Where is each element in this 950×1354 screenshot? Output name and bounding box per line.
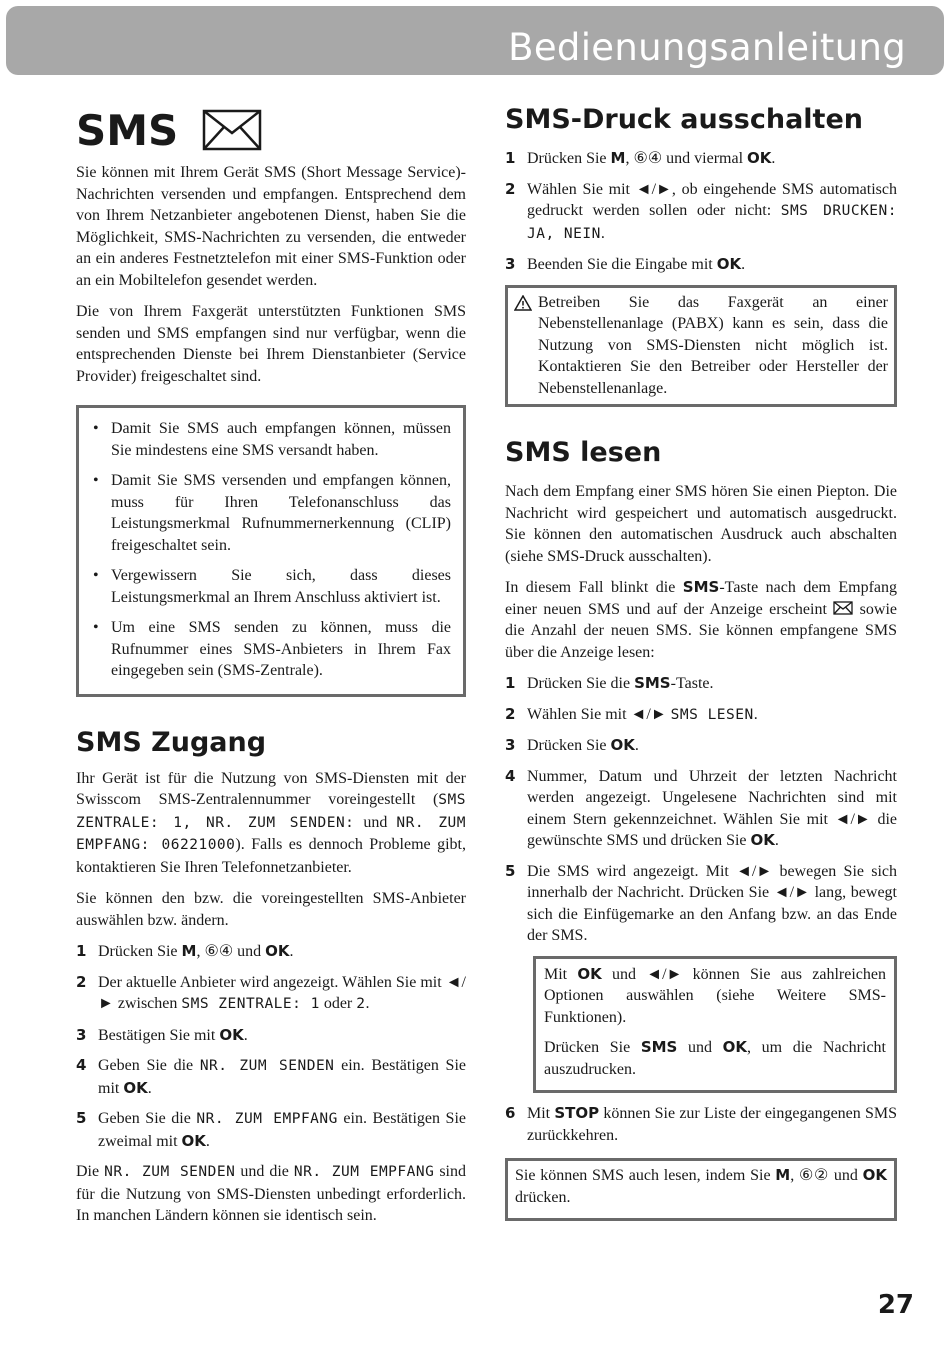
warning-text: Betreiben Sie das Faxgerät an einer Nebenstellenanlage (PABX) kann es sein, dass die Nutzung von SMS-Diensten nicht möglich ist. Kontaktieren Sie den Betreiber oder Hersteller der Nebenstellenanlage.: [538, 293, 888, 397]
step-item: 1 Drücken Sie M, ⑥④ und viermal OK.: [505, 149, 776, 167]
sms-note: • Damit Sie SMS auch empfangen können, müssen Sie mindestens eine SMS versandt haben.: [89, 418, 451, 461]
page-number: 27: [877, 1290, 914, 1320]
lesen-paragraph-1: Nach dem Empfang einer SMS hören Sie einen Piepton. Die Nachricht wird gespeichert und automatisch ausgedruckt. Sie können den automatischen Ausdruck auch abschalten (siehe SMS-Druck ausschalten).: [505, 483, 897, 565]
step-item: 2 Der aktuelle Anbieter wird angezeigt. Wählen Sie mit ◄/► zwischen SMS ZENTRALE: 1 oder 2.: [76, 972, 466, 1012]
envelope-icon: [833, 601, 853, 615]
zugang-paragraph-1: Ihr Gerät ist für die Nutzung von SMS-Diensten mit der Swisscom SMS-Zentralennummer voreingestellt (SMS ZENTRALE: 1, NR. ZUM SENDEN: und NR. ZUM EMPFANG: 06221000). Falls es dennoch Probleme gibt, kontaktieren Sie Ihren Telefonnetzanbieter.: [76, 769, 467, 876]
lesen-steps: [505, 673, 897, 947]
left-column: [76, 100, 466, 1237]
sms-note: • Um eine SMS senden zu können, muss die Rufnummer eines SMS-Anbieters in Ihrem Fax eingegeben sein (SMS-Zentrale).: [89, 617, 451, 682]
sms-heading: [76, 100, 466, 160]
print-text: Drücken Sie SMS und OK, um die Nachricht auszudrucken.: [544, 1038, 887, 1078]
step-item: 3 Beenden Sie die Eingabe mit OK.: [505, 255, 746, 273]
lesen-heading: SMS lesen: [505, 437, 662, 468]
warning-icon: [514, 295, 532, 311]
sms-intro: Sie können mit Ihrem Gerät SMS (Short Message Service)-Nachrichten versenden und empfangen. Entsprechend dem von Ihrem Netzanbieter angebotenen Dienst, haben Sie die Möglichkeit, SMS-Nachrichten zu versenden, die entweder an ein anderes Festnetztelefon mit einer SMS-Funktion oder an ein Mobiltelefon gesendet werden.: [76, 164, 466, 289]
druck-steps: [505, 148, 897, 276]
step-item: 4 Nummer, Datum und Uhrzeit der letzten Nachricht werden angezeigt. Ungelesene Nachrichten sind mit einem Stern gekennzeichnet. Wählen Sie mit ◄/► die gewünschte SMS und drücken Sie OK.: [505, 766, 897, 849]
sms-title: SMS: [76, 105, 179, 155]
sms-note: • Vergewissern Sie sich, dass dieses Leistungsmerkmal an Ihrem Anschluss aktiviert ist.: [89, 565, 451, 608]
zugang-paragraph-2: Sie können den bzw. die voreingestellten SMS-Anbieter auswählen bzw. ändern.: [76, 890, 466, 929]
step-item: 4 Geben Sie die NR. ZUM SENDEN ein. Bestätigen Sie mit OK.: [76, 1056, 466, 1097]
lesen-paragraph-2: In diesem Fall blinkt die SMS-Taste nach dem Empfang einer neuen SMS und auf der Anzeige erscheint sowie die Anzahl der neuen SMS. Sie können empfangene SMS über die Anzeige lesen:: [505, 578, 898, 661]
warning-box: [505, 285, 897, 408]
druck-heading: SMS-Druck ausschalten: [505, 104, 864, 135]
header-title: Bedienungsanleitung: [508, 26, 906, 69]
sms-paragraph-2: Die von Ihrem Faxgerät unterstützten Funktionen SMS senden und SMS empfangen sind nur verfügbar, wenn die entsprechenden Dienste bei Ihrem Dienstanbieter (Service Provider) freigeschaltet sind.: [76, 303, 466, 385]
step-item: 5 Geben Sie die NR. ZUM EMPFANG ein. Bestätigen Sie zweimal mit OK.: [76, 1109, 467, 1150]
step-item: 1 Drücken Sie M, ⑥④ und OK.: [76, 942, 294, 960]
step-item: 3 Drücken Sie OK.: [505, 736, 639, 754]
zugang-steps: [76, 941, 466, 1152]
step-item: 1 Drücken Sie die SMS-Taste.: [505, 674, 714, 692]
step-item: 5 Die SMS wird angezeigt. Mit ◄/► bewegen Sie sich innerhalb der Nachricht. Drücken Sie ◄/► lang, bewegt sich die Einfügemarke an den Anfang bzw. an das Ende der SMS.: [505, 861, 897, 944]
step-item: 2 Wählen Sie mit ◄/►, ob eingehende SMS automatisch gedruckt werden sollen oder nicht: SMS DRUCKEN: JA, NEIN.: [505, 179, 897, 242]
zugang-heading: SMS Zugang: [76, 726, 267, 758]
tip-box: [505, 1158, 897, 1221]
step-item: 6 Mit STOP können Sie zur Liste der eingegangenen SMS zurückkehren.: [505, 1104, 898, 1144]
header-bar: [6, 6, 944, 75]
lesen-options-box: [533, 956, 897, 1094]
zugang-paragraph-3: Die NR. ZUM SENDEN und die NR. ZUM EMPFANG sind für die Nutzung von SMS-Diensten unbedingt erforderlich. In manchen Ländern können sie identisch sein.: [76, 1163, 466, 1224]
options-text: Mit OK und ◄/► können Sie aus zahlreichen Optionen auswählen (siehe Weitere SMS-Funktionen).: [544, 964, 886, 1026]
sms-notes-box: [76, 405, 466, 697]
step-item: 2 Wählen Sie mit ◄/► SMS LESEN.: [505, 704, 758, 723]
right-column: [505, 100, 897, 1221]
lesen-steps-end: [505, 1103, 897, 1146]
envelope-icon: [202, 109, 262, 151]
step-item: 3 Bestätigen Sie mit OK.: [76, 1025, 248, 1044]
tip-text: Sie können SMS auch lesen, indem Sie M, ⑥② und OK drücken.: [515, 1166, 887, 1206]
sms-note: • Damit Sie SMS versenden und empfangen können, muss für Ihren Telefonanschluss das Leistungsmerkmal Rufnummernerkennung (CLIP) freigeschaltet sein.: [89, 470, 451, 556]
